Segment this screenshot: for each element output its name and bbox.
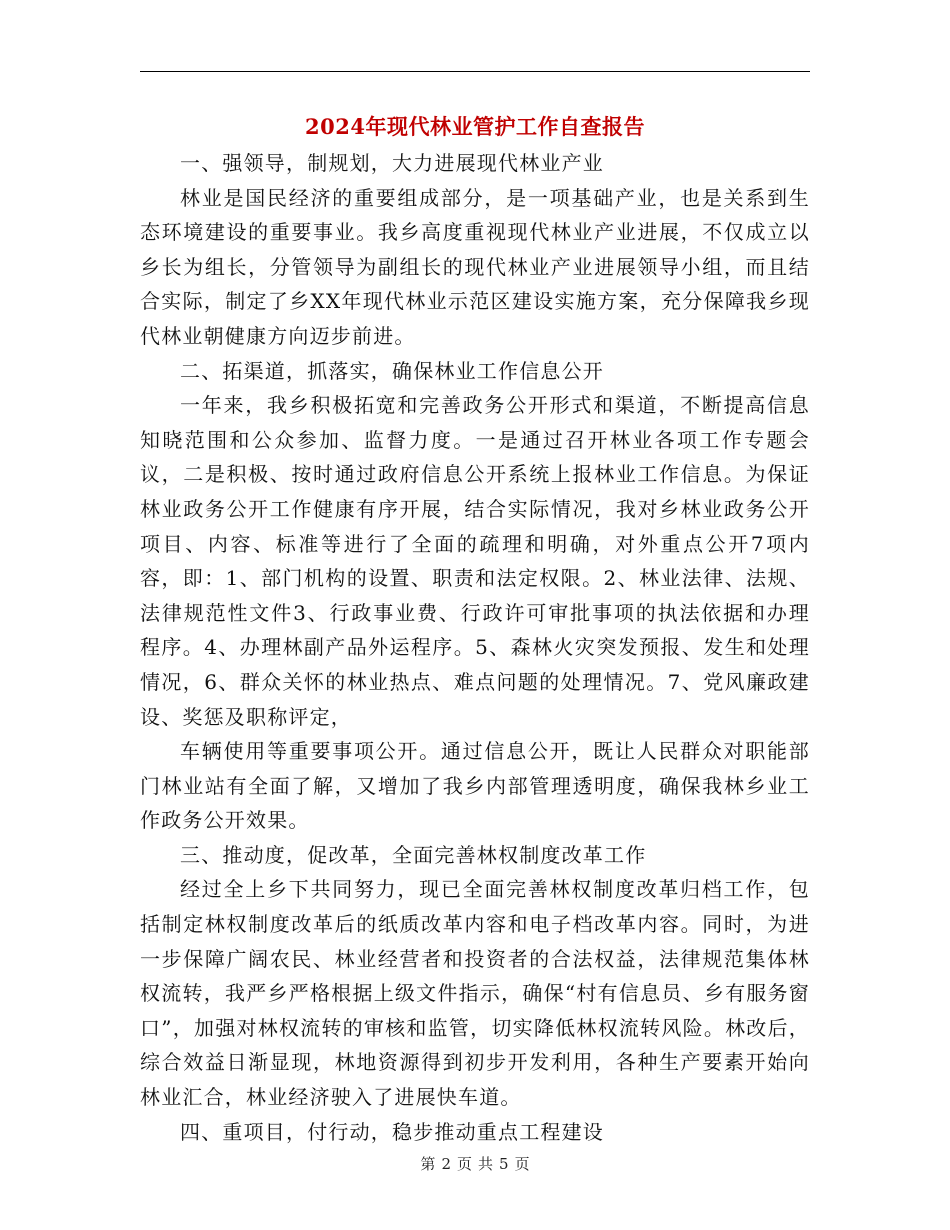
footer-total-pages: 5 bbox=[499, 1155, 509, 1173]
footer-suffix: 页 bbox=[514, 1155, 530, 1173]
body-paragraph: 一年来，我乡积极拓宽和完善政务公开形式和渠道，不断提高信息知晓范围和公众参加、监督力度。一是通过召开林业各项工作专题会议，二是积极、按时通过政府信息公开系统上报林业工作信息。为保证林业政务公开工作健康有序开展，结合实际情况，我对乡林业政务公开项目、内容、标准等进行了全面的疏理和明确，对外重点公开7项内容，即：1、部门机构的设置、职责和法定权限。2、林业法律、法规、法律规范性文件3、行政事业费、行政许可审批事项的执法依据和办理程序。4、办理林副产品外运程序。5、森林火灾突发预报、发生和处理情况，6、群众关怀的林业热点、难点问题的处理情况。7、党风廉政建设、奖惩及职称评定， bbox=[140, 393, 810, 729]
body-paragraph: 经过全上乡下共同努力，现已全面完善林权制度改革归档工作，包括制定林权制度改革后的纸质改革内容和电子档改革内容。同时，为进一步保障广阔农民、林业经营者和投资者的合法权益，法律规范集体林权流转，我严乡严格根据上级文件指示，确保“村有信息员、乡有服务窗口”，加强对林权流转的审核和监管，切实降低林权流转风险。林改后，综合效益日渐显现，林地资源得到初步开发利用，各种生产要素开始向林业汇合，林业经济驶入了进展快车道。 bbox=[140, 877, 810, 1110]
footer-prefix: 第 bbox=[420, 1155, 436, 1173]
section-heading-1: 一、强领导，制规划，大力进展现代林业产业 bbox=[180, 151, 604, 175]
section-heading-4: 四、重项目，付行动，稳步推动重点工程建设 bbox=[180, 1119, 604, 1144]
footer-current-page: 2 bbox=[441, 1155, 451, 1173]
header-rule bbox=[140, 71, 810, 72]
page-footer bbox=[0, 1152, 950, 1176]
body-paragraph: 林业是国民经济的重要组成部分，是一项基础产业，也是关系到生态环境建设的重要事业。我乡高度重视现代林业产业进展，不仅成立以乡长为组长，分管领导为副组长的现代林业产业进展领导小组，而且结合实际，制定了乡XX年现代林业示范区建设实施方案，充分保障我乡现代林业朝健康方向迈步前进。 bbox=[140, 185, 810, 348]
footer-page-word: 页 bbox=[456, 1155, 472, 1173]
footer-total-word: 共 bbox=[478, 1155, 494, 1173]
body-paragraph: 车辆使用等重要事项公开。通过信息公开，既让人民群众对职能部门林业站有全面了解，又增加了我乡内部管理透明度，确保我林乡业工作政务公开效果。 bbox=[140, 739, 810, 833]
section-heading-3: 三、推动度，促改革，全面完善林权制度改革工作 bbox=[180, 842, 647, 867]
document-body bbox=[140, 146, 810, 1149]
document-title: 2024年现代林业管护工作自查报告 bbox=[305, 114, 645, 139]
section-heading-2: 二、拓渠道，抓落实，确保林业工作信息公开 bbox=[180, 358, 604, 383]
